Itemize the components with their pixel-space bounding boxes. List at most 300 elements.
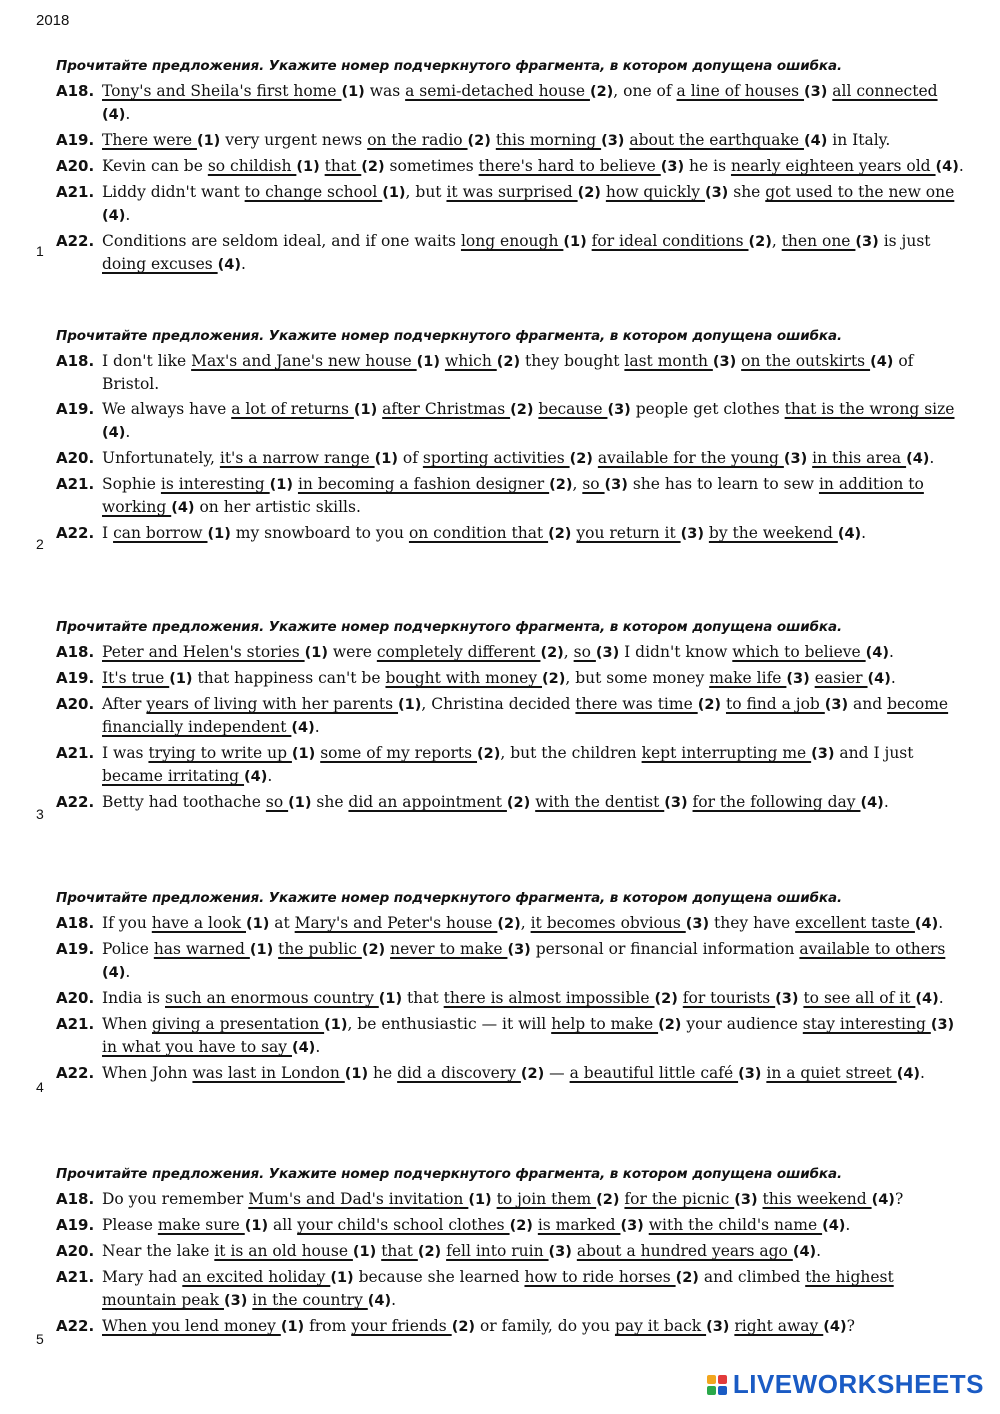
underlined-fragment[interactable]: did an appointment — [348, 793, 507, 811]
fragment-number: (3) — [775, 991, 799, 1007]
fragment-number: (2) — [467, 133, 491, 149]
underlined-fragment[interactable]: nearly eighteen years old — [730, 157, 936, 175]
fragment-number: (4) — [102, 965, 126, 981]
sentence-text: I — [102, 524, 114, 542]
question-number: A19. — [56, 131, 95, 149]
underlined-fragment[interactable]: got used to the new one — [765, 183, 955, 201]
fragment-number: (3) — [712, 354, 737, 370]
underlined-fragment[interactable]: the public — [278, 940, 362, 958]
underlined-fragment[interactable]: in what you have to say — [102, 1038, 292, 1056]
sentence-text: she — [311, 793, 349, 811]
question-item — [56, 473, 968, 519]
sentence-text: . — [315, 1038, 321, 1056]
sentence-text: he is — [684, 157, 731, 175]
question-text — [102, 667, 968, 690]
sentence-text: . — [240, 255, 246, 273]
question-text — [102, 155, 968, 178]
instruction-header: Прочитайте предложения. Укажите номер подчеркнутого фрагмента, в котором допущена ошибка. — [56, 890, 843, 906]
sentence-text: and I just — [834, 744, 914, 762]
question-item — [56, 181, 968, 227]
sentence-text: . — [883, 793, 889, 811]
sentence-text: After — [102, 695, 147, 713]
question-item — [56, 742, 968, 788]
underlined-fragment[interactable]: completely different — [376, 643, 541, 661]
fragment-number: (4) — [291, 720, 315, 736]
sentence-text: is just — [878, 232, 931, 250]
underlined-fragment[interactable]: was last in London — [192, 1064, 345, 1082]
fragment-number: (2) — [361, 942, 386, 958]
fragment-number: (3) — [824, 697, 849, 713]
fragment-number: (1) — [352, 1244, 377, 1260]
sentence-text: , one of — [613, 82, 677, 100]
underlined-fragment[interactable]: right away — [734, 1317, 824, 1335]
question-text — [102, 1240, 968, 1263]
sentence-text: Please — [102, 1216, 158, 1234]
year-label: 2018 — [36, 12, 70, 29]
question-item — [56, 641, 968, 664]
fragment-number: (4) — [915, 991, 939, 1007]
underlined-fragment[interactable]: so — [265, 793, 289, 811]
question-number: A22. — [56, 1064, 95, 1082]
underlined-fragment[interactable]: When you lend money — [102, 1317, 281, 1335]
sentence-text: . — [314, 718, 320, 736]
instruction-header: Прочитайте предложения. Укажите номер подчеркнутого фрагмента, в котором допущена ошибка. — [56, 58, 843, 74]
underlined-fragment[interactable]: that is the wrong size — [784, 400, 955, 418]
sentence-text: Kevin can be — [102, 157, 208, 175]
question-number: A21. — [56, 1015, 95, 1033]
fragment-number: (3) — [804, 84, 828, 100]
underlined-fragment[interactable]: can borrow — [113, 524, 208, 542]
instruction-header: Прочитайте предложения. Укажите номер подчеркнутого фрагмента, в котором допущена ошибка. — [56, 328, 843, 344]
underlined-fragment[interactable]: to change school — [244, 183, 383, 201]
underlined-fragment[interactable]: on the radio — [367, 131, 468, 149]
fragment-number: (3) — [786, 671, 810, 687]
question-number: A18. — [56, 352, 95, 370]
sentence-text: We always have — [102, 400, 232, 418]
fragment-number: (3) — [548, 1244, 572, 1260]
sentence-text: they have — [709, 914, 796, 932]
underlined-fragment[interactable]: available to others — [799, 940, 946, 958]
sentence-text: people get clothes — [630, 400, 785, 418]
exercise-block — [56, 328, 968, 548]
sentence-text: that happiness can't be — [192, 669, 386, 687]
fragment-number: (4) — [244, 769, 268, 785]
underlined-fragment[interactable]: in a quiet street — [766, 1064, 897, 1082]
fragment-number: (1) — [269, 477, 294, 493]
fragment-number: (1) — [378, 991, 403, 1007]
underlined-fragment[interactable]: an excited holiday — [182, 1268, 331, 1286]
underlined-fragment[interactable]: sporting activities — [422, 449, 570, 467]
underlined-fragment[interactable]: is interesting — [160, 475, 270, 493]
underlined-fragment[interactable]: because — [538, 400, 608, 418]
fragment-number: (3) — [685, 916, 710, 932]
fragment-number: (1) — [416, 354, 440, 370]
question-number: A22. — [56, 524, 95, 542]
fragment-number: (1) — [244, 1218, 269, 1234]
fragment-number: (4) — [906, 451, 930, 467]
sentence-text: Mary had — [102, 1268, 183, 1286]
underlined-fragment[interactable]: did a discovery — [397, 1064, 521, 1082]
underlined-fragment[interactable]: doing excuses — [102, 255, 218, 273]
question-text — [102, 1315, 968, 1338]
underlined-fragment[interactable]: it is an old house — [214, 1242, 353, 1260]
underlined-fragment[interactable]: then one — [781, 232, 856, 250]
question-number: A19. — [56, 669, 95, 687]
underlined-fragment[interactable]: help to make — [551, 1015, 659, 1033]
underlined-fragment[interactable]: to find a job — [725, 695, 825, 713]
underlined-fragment[interactable]: you return it — [576, 524, 681, 542]
question-item — [56, 230, 968, 276]
sentence-text: . — [958, 157, 964, 175]
underlined-fragment[interactable]: there is almost impossible — [443, 989, 655, 1007]
question-number: A20. — [56, 989, 95, 1007]
question-text — [102, 80, 968, 126]
question-text — [102, 693, 968, 739]
fragment-number: (2) — [509, 1218, 533, 1234]
underlined-fragment[interactable]: in this area — [812, 449, 907, 467]
fragment-number: (4) — [837, 526, 862, 542]
question-text — [102, 230, 968, 276]
underlined-fragment[interactable]: for tourists — [682, 989, 776, 1007]
logo-square — [707, 1386, 716, 1395]
underlined-fragment[interactable]: a semi-detached house — [405, 82, 590, 100]
fragment-number: (2) — [596, 1192, 620, 1208]
sentence-text: . — [861, 524, 867, 542]
question-item — [56, 987, 968, 1010]
underlined-fragment[interactable]: about a hundred years ago — [576, 1242, 793, 1260]
underlined-fragment[interactable]: in addition to working — [102, 475, 924, 516]
underlined-fragment[interactable]: it was surprised — [446, 183, 578, 201]
underlined-fragment[interactable]: available for the young — [597, 449, 784, 467]
sentence-text: Conditions are seldom ideal, and if one waits — [102, 232, 461, 250]
question-text — [102, 398, 968, 444]
sentence-text: she — [728, 183, 766, 201]
question-item — [56, 447, 968, 470]
underlined-fragment[interactable]: last month — [624, 352, 713, 370]
sentence-text: ? — [846, 1317, 855, 1335]
fragment-number: (1) — [207, 526, 231, 542]
underlined-fragment[interactable]: for the picnic — [624, 1190, 735, 1208]
underlined-fragment[interactable]: became irritating — [102, 767, 245, 785]
fragment-number: (2) — [589, 84, 614, 100]
question-item — [56, 791, 968, 814]
fragment-number: (4) — [865, 645, 889, 661]
sentence-text: because she learned — [353, 1268, 525, 1286]
fragment-number: (1) — [382, 185, 406, 201]
underlined-fragment[interactable]: by the weekend — [708, 524, 838, 542]
question-text — [102, 1188, 968, 1211]
fragment-number: (2) — [569, 451, 593, 467]
question-text — [102, 912, 968, 935]
question-text — [102, 791, 968, 814]
fragment-number: (2) — [497, 916, 521, 932]
sentence-text: , Christina decided — [421, 695, 576, 713]
underlined-fragment[interactable]: after Christmas — [382, 400, 511, 418]
underlined-fragment[interactable]: pay it back — [614, 1317, 707, 1335]
sentence-text: Betty had toothache — [102, 793, 266, 811]
fragment-number: (3) — [680, 526, 704, 542]
question-number: A22. — [56, 793, 95, 811]
sentence-text: . — [938, 914, 944, 932]
instruction-header: Прочитайте предложения. Укажите номер подчеркнутого фрагмента, в котором допущена ошибка. — [56, 1166, 843, 1182]
question-number: A21. — [56, 183, 95, 201]
underlined-fragment[interactable]: it's a narrow range — [219, 449, 375, 467]
sentence-text: sometimes — [384, 157, 479, 175]
fragment-number: (1) — [246, 916, 270, 932]
underlined-fragment[interactable]: Peter and Helen's stories — [102, 643, 305, 661]
underlined-fragment[interactable]: to join them — [496, 1190, 597, 1208]
sentence-text: , but the children — [500, 744, 642, 762]
underlined-fragment[interactable]: long enough — [460, 232, 564, 250]
underlined-fragment[interactable]: become financially independent — [102, 695, 949, 736]
underlined-fragment[interactable]: a line of houses — [676, 82, 805, 100]
question-text — [102, 181, 968, 227]
sentence-text: . — [938, 989, 944, 1007]
underlined-fragment[interactable]: trying to write up — [148, 744, 292, 762]
question-item — [56, 912, 968, 935]
question-item — [56, 938, 968, 984]
sentence-text: at — [269, 914, 295, 932]
fragment-number: (4) — [823, 1319, 847, 1335]
fragment-number: (2) — [540, 645, 564, 661]
underlined-fragment[interactable]: with the dentist — [535, 793, 665, 811]
fragment-number: (1) — [169, 671, 193, 687]
exercise-block — [56, 890, 968, 1088]
fragment-number: (4) — [102, 208, 126, 224]
fragment-number: (2) — [697, 697, 722, 713]
sentence-text: Liddy didn't want — [102, 183, 245, 201]
fragment-number: (1) — [249, 942, 274, 958]
underlined-fragment[interactable]: on the outskirts — [741, 352, 871, 370]
sentence-text: they bought — [520, 352, 625, 370]
underlined-fragment[interactable]: to see all of it — [803, 989, 916, 1007]
underlined-fragment[interactable]: fell into ruin — [446, 1242, 549, 1260]
underlined-fragment[interactable]: has warned — [153, 940, 250, 958]
fragment-number: (1) — [468, 1192, 492, 1208]
logo-mark-icon — [707, 1375, 727, 1395]
underlined-fragment[interactable]: so — [573, 643, 596, 661]
underlined-fragment[interactable]: all connected — [832, 82, 938, 100]
fragment-number: (3) — [604, 477, 628, 493]
underlined-fragment[interactable]: how to ride horses — [524, 1268, 676, 1286]
fragment-number: (3) — [738, 1066, 762, 1082]
underlined-fragment[interactable]: excellent taste — [795, 914, 915, 932]
question-number: A18. — [56, 643, 95, 661]
underlined-fragment[interactable]: how quickly — [605, 183, 705, 201]
question-item — [56, 1214, 968, 1237]
sentence-text: all — [268, 1216, 298, 1234]
question-item — [56, 1240, 968, 1263]
underlined-fragment[interactable]: there was time — [575, 695, 698, 713]
underlined-fragment[interactable]: in the country — [252, 1291, 368, 1309]
underlined-fragment[interactable]: Max's and Jane's new house — [191, 352, 417, 370]
underlined-fragment[interactable]: this weekend — [762, 1190, 872, 1208]
fragment-number: (1) — [341, 84, 365, 100]
underlined-fragment[interactable]: with the child's name — [648, 1216, 823, 1234]
fragment-number: (1) — [291, 746, 316, 762]
logo-square — [718, 1375, 727, 1384]
fragment-number: (2) — [658, 1017, 682, 1033]
sentence-text: Sophie — [102, 475, 161, 493]
sentence-text: , but some money — [565, 669, 710, 687]
exercise-block — [56, 58, 968, 279]
fragment-number: (3) — [811, 746, 835, 762]
underlined-fragment[interactable]: Mum's and Dad's invitation — [248, 1190, 469, 1208]
question-text — [102, 350, 968, 395]
question-item — [56, 350, 968, 395]
fragment-number: (4) — [871, 1192, 895, 1208]
fragment-number: (4) — [792, 1244, 817, 1260]
sentence-text: , — [771, 232, 782, 250]
fragment-number: (1) — [196, 133, 221, 149]
underlined-fragment[interactable]: which to believe — [732, 643, 866, 661]
question-number: A20. — [56, 695, 95, 713]
fragment-number: (1) — [353, 402, 378, 418]
sentence-text: very urgent news — [220, 131, 368, 149]
sentence-text: was — [364, 82, 406, 100]
question-number: A19. — [56, 1216, 95, 1234]
sentence-text: she has to learn to sew — [627, 475, 819, 493]
fragment-number: (1) — [398, 697, 422, 713]
fragment-number: (1) — [288, 795, 312, 811]
sentence-text: India is — [102, 989, 165, 1007]
underlined-fragment[interactable]: There were — [102, 131, 197, 149]
sentence-text: . — [888, 643, 894, 661]
fragment-number: (3) — [660, 159, 685, 175]
underlined-fragment[interactable]: Tony's and Sheila's first home — [102, 82, 342, 100]
fragment-number: (3) — [607, 402, 631, 418]
underlined-fragment[interactable]: it becomes obvious — [530, 914, 686, 932]
sentence-text: If you — [102, 914, 152, 932]
fragment-number: (2) — [506, 795, 531, 811]
sentence-text: on her artistic skills. — [194, 498, 361, 516]
underlined-fragment[interactable]: make life — [709, 669, 787, 687]
question-number: A21. — [56, 744, 95, 762]
question-text — [102, 742, 968, 788]
question-item — [56, 1315, 968, 1338]
fragment-number: (3) — [601, 133, 625, 149]
fragment-number: (4) — [822, 1218, 846, 1234]
fragment-number: (2) — [417, 1244, 442, 1260]
underlined-fragment[interactable]: bought with money — [385, 669, 542, 687]
underlined-fragment[interactable]: the highest mountain peak — [102, 1268, 894, 1309]
question-text — [102, 1214, 968, 1237]
block-number: 3 — [36, 806, 44, 822]
underlined-fragment[interactable]: years of living with her parents — [146, 695, 399, 713]
underlined-fragment[interactable]: never to make — [390, 940, 508, 958]
underlined-fragment[interactable]: is marked — [537, 1216, 621, 1234]
liveworksheets-logo[interactable] — [707, 1369, 984, 1400]
question-item — [56, 1266, 968, 1312]
sentence-text: . — [929, 449, 935, 467]
logo-square — [718, 1386, 727, 1395]
question-item — [56, 693, 968, 739]
fragment-number: (3) — [734, 1192, 758, 1208]
underlined-fragment[interactable]: that — [324, 157, 362, 175]
question-text — [102, 987, 968, 1010]
fragment-number: (2) — [577, 185, 601, 201]
sentence-text: , but — [405, 183, 447, 201]
sentence-text: and — [848, 695, 888, 713]
underlined-fragment[interactable]: your child's school clothes — [297, 1216, 510, 1234]
question-number: A20. — [56, 157, 95, 175]
underlined-fragment[interactable]: stay interesting — [802, 1015, 931, 1033]
fragment-number: (4) — [935, 159, 959, 175]
question-text — [102, 641, 968, 664]
sentence-text: . — [845, 1216, 851, 1234]
fragment-number: (4) — [870, 354, 894, 370]
question-number: A19. — [56, 940, 95, 958]
sentence-text: Near the lake — [102, 1242, 215, 1260]
sentence-text: , — [520, 914, 531, 932]
sentence-text: I don't like — [102, 352, 192, 370]
fragment-number: (1) — [330, 1270, 354, 1286]
underlined-fragment[interactable]: It's true — [102, 669, 170, 687]
sentence-text: ? — [894, 1190, 904, 1208]
sentence-text: . — [267, 767, 273, 785]
underlined-fragment[interactable]: so — [582, 475, 605, 493]
fragment-number: (1) — [344, 1066, 369, 1082]
fragment-number: (2) — [542, 671, 566, 687]
underlined-fragment[interactable]: for ideal conditions — [591, 232, 749, 250]
underlined-fragment[interactable]: a lot of returns — [231, 400, 354, 418]
underlined-fragment[interactable]: some of my reports — [320, 744, 478, 762]
fragment-number: (4) — [896, 1066, 921, 1082]
underlined-fragment[interactable]: there's hard to believe — [478, 157, 661, 175]
underlined-fragment[interactable]: giving a presentation — [152, 1015, 325, 1033]
question-item — [56, 398, 968, 444]
underlined-fragment[interactable]: kept interrupting me — [641, 744, 812, 762]
fragment-number: (1) — [324, 1017, 348, 1033]
fragment-number: (4) — [171, 500, 195, 516]
sentence-text: I didn't know — [619, 643, 733, 661]
question-text — [102, 473, 968, 519]
underlined-fragment[interactable]: Mary's and Peter's house — [294, 914, 498, 932]
question-text — [102, 1013, 968, 1059]
underlined-fragment[interactable]: such an enormous country — [165, 989, 379, 1007]
sentence-text: personal or financial information — [530, 940, 800, 958]
sentence-text: Police — [102, 940, 154, 958]
fragment-number: (1) — [374, 451, 398, 467]
fragment-number: (2) — [451, 1319, 476, 1335]
underlined-fragment[interactable]: have a look — [151, 914, 246, 932]
sentence-text: and climbed — [698, 1268, 806, 1286]
question-text — [102, 522, 968, 545]
underlined-fragment[interactable]: that — [381, 1242, 418, 1260]
fragment-number: (4) — [291, 1040, 316, 1056]
block-number: 4 — [36, 1079, 44, 1095]
fragment-number: (4) — [367, 1293, 392, 1309]
fragment-number: (2) — [549, 477, 573, 493]
underlined-fragment[interactable]: a beautiful little café — [569, 1064, 739, 1082]
underlined-fragment[interactable]: in becoming a fashion designer — [297, 475, 550, 493]
underlined-fragment[interactable]: easier — [814, 669, 868, 687]
fragment-number: (2) — [654, 991, 678, 1007]
fragment-number: (4) — [102, 107, 126, 123]
question-number: A22. — [56, 232, 95, 250]
underlined-fragment[interactable]: make sure — [157, 1216, 245, 1234]
underlined-fragment[interactable]: so childish — [207, 157, 297, 175]
sentence-text: , be enthusiastic — it will — [347, 1015, 552, 1033]
exercise-block — [56, 619, 968, 817]
question-number: A20. — [56, 449, 95, 467]
underlined-fragment[interactable]: which — [444, 352, 497, 370]
underlined-fragment[interactable]: about the earthquake — [629, 131, 804, 149]
underlined-fragment[interactable]: your friends — [351, 1317, 452, 1335]
underlined-fragment[interactable]: on condition that — [408, 524, 549, 542]
underlined-fragment[interactable]: this morning — [495, 131, 602, 149]
underlined-fragment[interactable]: for the following day — [692, 793, 861, 811]
